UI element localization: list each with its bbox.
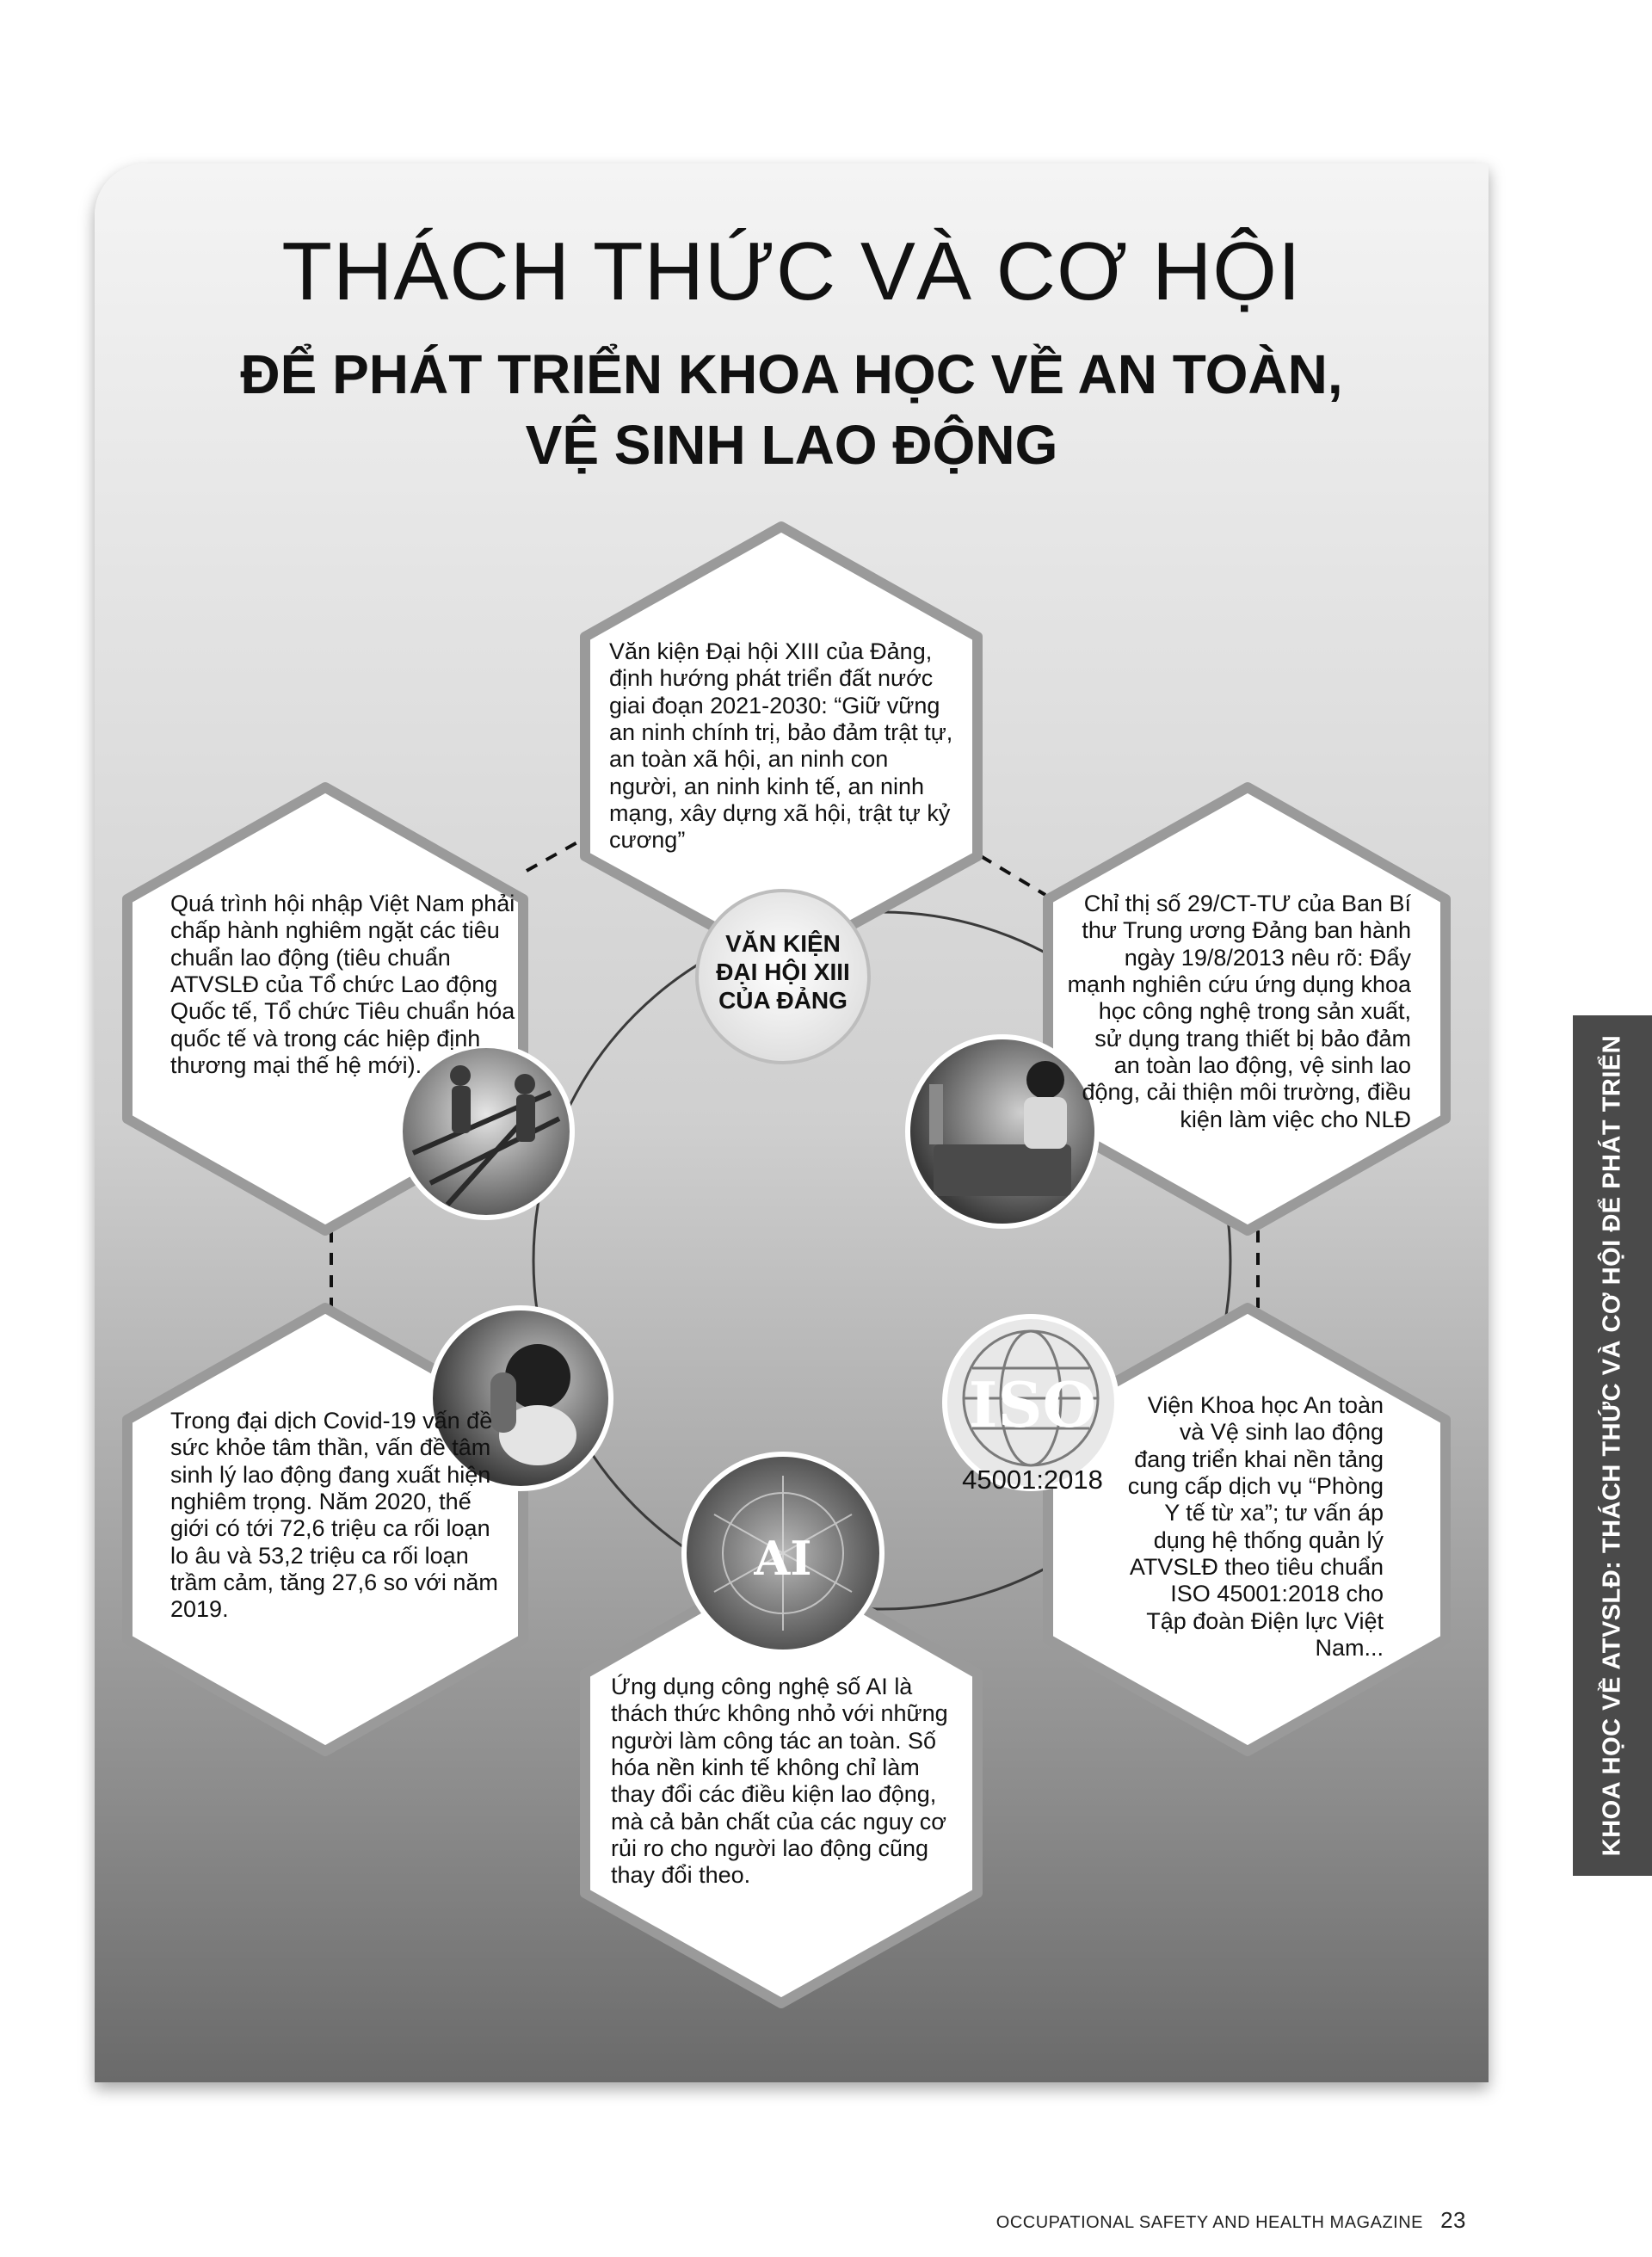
magazine-name: OCCUPATIONAL SAFETY AND HEALTH MAGAZINE	[996, 2213, 1424, 2232]
center-label-line-1: VĂN KIỆN	[725, 930, 841, 957]
center-label	[700, 929, 866, 1014]
hex-bottom-text: Ứng dụng công nghệ số AI là thách thức không nhỏ với những người làm công tác an toàn. Số hóa nền kinh tế không chỉ làm thay đổi các điều kiện lao động, mà cả bản chất của các nguy cơ rủi ro cho người lao động cũng thay đổi theo.	[611, 1674, 948, 1889]
center-label-line-2: ĐẠI HỘI XIII	[716, 959, 850, 986]
hex-top-right-text: Chỉ thị số 29/CT-TƯ của Ban Bí thư Trung ương Đảng ban hành ngày 19/8/2013 nêu rõ: Đẩy mạnh nghiên cứu ứng dụng khoa học công nghệ trong sản xuất, sử dụng trang thiết bị bảo đảm an toàn lao động, vệ sinh lao động, cải thiện môi trường, điều kiện làm việc cho NLĐ	[1067, 891, 1411, 1132]
page-footer	[996, 2207, 1466, 2234]
hex-top-left-text: Quá trình hội nhập Việt Nam phải chấp hành nghiêm ngặt các tiêu chuẩn lao động (tiêu chuẩn ATVSLĐ của Tổ chức Lao động Quốc tế, Tổ chức Tiêu chuẩn hóa quốc tế và trong các hiệp định thương mại thế hệ mới).	[170, 891, 515, 1078]
iso-standard-code: 45001:2018	[962, 1465, 1103, 1495]
hex-top-text: Văn kiện Đại hội XIII của Đảng, định hướng phát triển đất nước giai đoạn 2021-2030: “Giữ vững an ninh chính trị, bảo đảm trật tự, an toàn xã hội, an ninh con người, an ninh kinh tế, an ninh mạng, xây dựng xã hội, trật tự kỷ cương”	[609, 638, 953, 854]
hex-bottom-right-text: Viện Khoa học An toàn và Vệ sinh lao động đang triển khai nền tảng cung cấp dịch vụ “Phòng Y tế từ xa”; tư vấn áp dụng hệ thống quản lý ATVSLĐ theo tiêu chuẩn ISO 45001:2018 cho Tập đoàn Điện lực Việt Nam...	[1127, 1392, 1384, 1661]
hex-bottom-left-text: Trong đại dịch Covid-19 vấn đề sức khỏe tâm thần, vấn đề tâm sinh lý lao động đang xuất hiện nghiêm trọng. Năm 2020, thế giới có tới 72,6 triệu ca rối loạn lo âu và 53,2 triệu ca rối loạn trầm cảm, tăng 27,6 so với năm 2019.	[170, 1408, 498, 1623]
iso-logo-text: ISO	[968, 1368, 1097, 1441]
side-section-tab	[1573, 1015, 1652, 1876]
title-line-3: VỆ SINH LAO ĐỘNG	[525, 413, 1058, 476]
page-number: 23	[1440, 2207, 1466, 2233]
title-line-2: ĐỂ PHÁT TRIỂN KHOA HỌC VỀ AN TOÀN,	[240, 343, 1343, 405]
side-section-label: KHOA HỌC VỀ ATVSLĐ: THÁCH THỨC VÀ CƠ HỘI ĐỂ PHÁT TRIỂN	[1598, 1034, 1626, 1857]
center-label-line-3: CỦA ĐẢNG	[718, 987, 848, 1014]
title-line-1: THÁCH THỨC VÀ CƠ HỘI	[281, 225, 1302, 318]
ai-logo-text: AI	[754, 1531, 812, 1586]
